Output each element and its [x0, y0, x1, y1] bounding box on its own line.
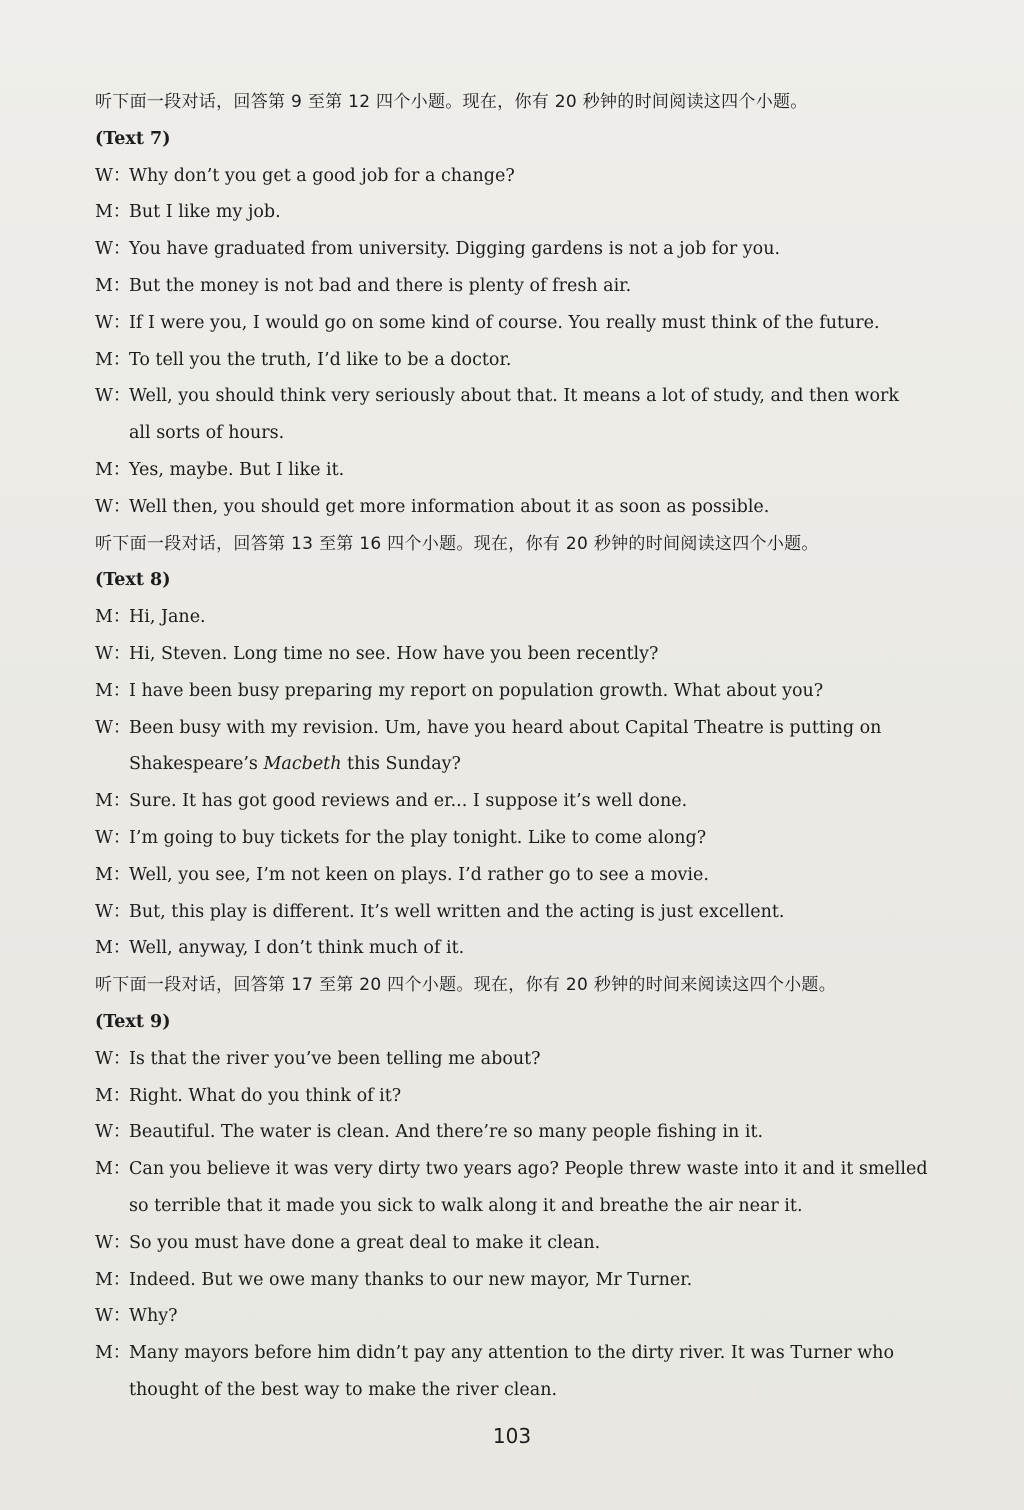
- dialogue-line: [95, 857, 980, 894]
- dialogue-line: [95, 305, 980, 342]
- speaker-label: W：: [95, 496, 131, 517]
- speaker-label: W：: [95, 827, 131, 848]
- dialogue-line: [95, 268, 980, 305]
- dialogue-line: [95, 599, 980, 636]
- dialogue-text: Why don’t you get a good job for a change?: [129, 165, 515, 186]
- dialogue-line: [95, 783, 980, 820]
- dialogue-line: [95, 1225, 980, 1262]
- speaker-label: W：: [95, 165, 131, 186]
- dialogue-text: So you must have done a great deal to make it clean.: [129, 1232, 601, 1253]
- dialogue-text: Can you believe it was very dirty two years ago? People threw waste into it and it smelled: [129, 1159, 928, 1180]
- dialogue-text: Sure. It has got good reviews and er... I suppose it’s well done.: [129, 791, 688, 812]
- speaker-label: M：: [95, 607, 131, 628]
- speaker-label: W：: [95, 1306, 131, 1327]
- dialogue-text: I’m going to buy tickets for the play tonight. Like to come along?: [129, 827, 707, 848]
- dialogue-line: [95, 1335, 980, 1372]
- dialogue-line: [95, 1262, 980, 1299]
- play-title: Macbeth: [263, 754, 342, 775]
- page-content: [95, 84, 980, 1409]
- dialogue-line: [95, 1078, 980, 1115]
- page-number: 103: [492, 1424, 532, 1448]
- dialogue-text: To tell you the truth, I’d like to be a doctor.: [129, 349, 512, 370]
- dialogue-line: [95, 894, 980, 931]
- speaker-label: M：: [95, 349, 131, 370]
- dialogue-text: Beautiful. The water is clean. And there’re so many people fishing in it.: [129, 1122, 764, 1143]
- dialogue-text: Is that the river you’ve been telling me about?: [129, 1048, 541, 1069]
- dialogue-text: Hi, Jane.: [129, 607, 206, 628]
- dialogue-line: [95, 342, 980, 379]
- dialogue-line: [95, 158, 980, 195]
- dialogue-line: [95, 489, 980, 526]
- instruction-1: 听下面一段对话，回答第 9 至第 12 四个小题。现在，你有 20 秒钟的时间阅读这四个小题。: [95, 92, 808, 112]
- speaker-label: W：: [95, 1048, 131, 1069]
- dialogue-text: Well, you should think very seriously about that. It means a lot of study, and then work: [129, 386, 899, 407]
- dialogue-line: [95, 820, 980, 857]
- dialogue-line: [95, 1298, 980, 1335]
- dialogue-text: Many mayors before him didn’t pay any attention to the dirty river. It was Turner who: [129, 1343, 894, 1364]
- speaker-label: W：: [95, 386, 131, 407]
- dialogue-line: [95, 378, 980, 415]
- text-7-heading: (Text 7): [95, 128, 171, 149]
- dialogue-line: [95, 231, 980, 268]
- dialogue-text: Well then, you should get more information about it as soon as possible.: [129, 496, 770, 517]
- dialogue-line: [95, 1114, 980, 1151]
- dialogue-continuation: all sorts of hours.: [129, 423, 285, 444]
- speaker-label: M：: [95, 791, 131, 812]
- speaker-label: W：: [95, 239, 131, 260]
- dialogue-line: [95, 710, 980, 747]
- speaker-label: M：: [95, 202, 131, 223]
- dialogue-continuation: thought of the best way to make the river clean.: [129, 1379, 558, 1400]
- instruction-3: 听下面一段对话，回答第 17 至第 20 四个小题。现在，你有 20 秒钟的时间来阅读这四个小题。: [95, 975, 837, 996]
- dialogue-text: Well, anyway, I don’t think much of it.: [129, 938, 465, 959]
- dialogue-line: [95, 636, 980, 673]
- dialogue-text: Hi, Steven. Long time no see. How have you been recently?: [129, 643, 659, 664]
- instruction-2: 听下面一段对话，回答第 13 至第 16 四个小题。现在，你有 20 秒钟的时间阅读这四个小题。: [95, 533, 819, 554]
- dialogue-line: [95, 673, 980, 710]
- dialogue-text: Why?: [129, 1306, 178, 1327]
- dialogue-text: But, this play is different. It’s well written and the acting is just excellent.: [129, 901, 785, 922]
- text-8-heading: (Text 8): [95, 570, 171, 591]
- text-9-heading: (Text 9): [95, 1011, 171, 1032]
- dialogue-text: You have graduated from university. Digging gardens is not a job for you.: [129, 239, 781, 260]
- speaker-label: W：: [95, 717, 131, 738]
- dialogue-text: Shakespeare’s Macbeth this Sunday?: [129, 754, 461, 775]
- dialogue-continuation: [95, 746, 980, 783]
- dialogue-text: Well, you see, I’m not keen on plays. I’d rather go to see a movie.: [129, 864, 709, 885]
- dialogue-text: I have been busy preparing my report on population growth. What about you?: [129, 680, 824, 701]
- speaker-label: M：: [95, 459, 131, 480]
- dialogue-line: [95, 930, 980, 967]
- dialogue-text: Yes, maybe. But I like it.: [129, 459, 345, 480]
- speaker-label: W：: [95, 643, 131, 664]
- dialogue-text: But the money is not bad and there is plenty of fresh air.: [129, 275, 632, 296]
- speaker-label: M：: [95, 1343, 131, 1364]
- speaker-label: M：: [95, 938, 131, 959]
- speaker-label: M：: [95, 1085, 131, 1106]
- speaker-label: M：: [95, 864, 131, 885]
- dialogue-text: Been busy with my revision. Um, have you heard about Capital Theatre is putting on: [129, 717, 882, 738]
- dialogue-continuation: so terrible that it made you sick to walk along it and breathe the air near it.: [129, 1195, 803, 1216]
- speaker-label: W：: [95, 312, 131, 333]
- speaker-label: W：: [95, 901, 131, 922]
- dialogue-text: But I like my job.: [129, 202, 281, 223]
- speaker-label: M：: [95, 1159, 131, 1180]
- dialogue-text: Right. What do you think of it?: [129, 1085, 402, 1106]
- dialogue-line: [95, 452, 980, 489]
- dialogue-line: [95, 194, 980, 231]
- speaker-label: M：: [95, 1269, 131, 1290]
- speaker-label: W：: [95, 1122, 131, 1143]
- dialogue-text: Indeed. But we owe many thanks to our new mayor, Mr Turner.: [129, 1269, 693, 1290]
- dialogue-text: If I were you, I would go on some kind of course. You really must think of the future.: [129, 312, 880, 333]
- speaker-label: W：: [95, 1232, 131, 1253]
- dialogue-line: [95, 1151, 980, 1188]
- dialogue-line: [95, 1041, 980, 1078]
- speaker-label: M：: [95, 275, 131, 296]
- speaker-label: M：: [95, 680, 131, 701]
